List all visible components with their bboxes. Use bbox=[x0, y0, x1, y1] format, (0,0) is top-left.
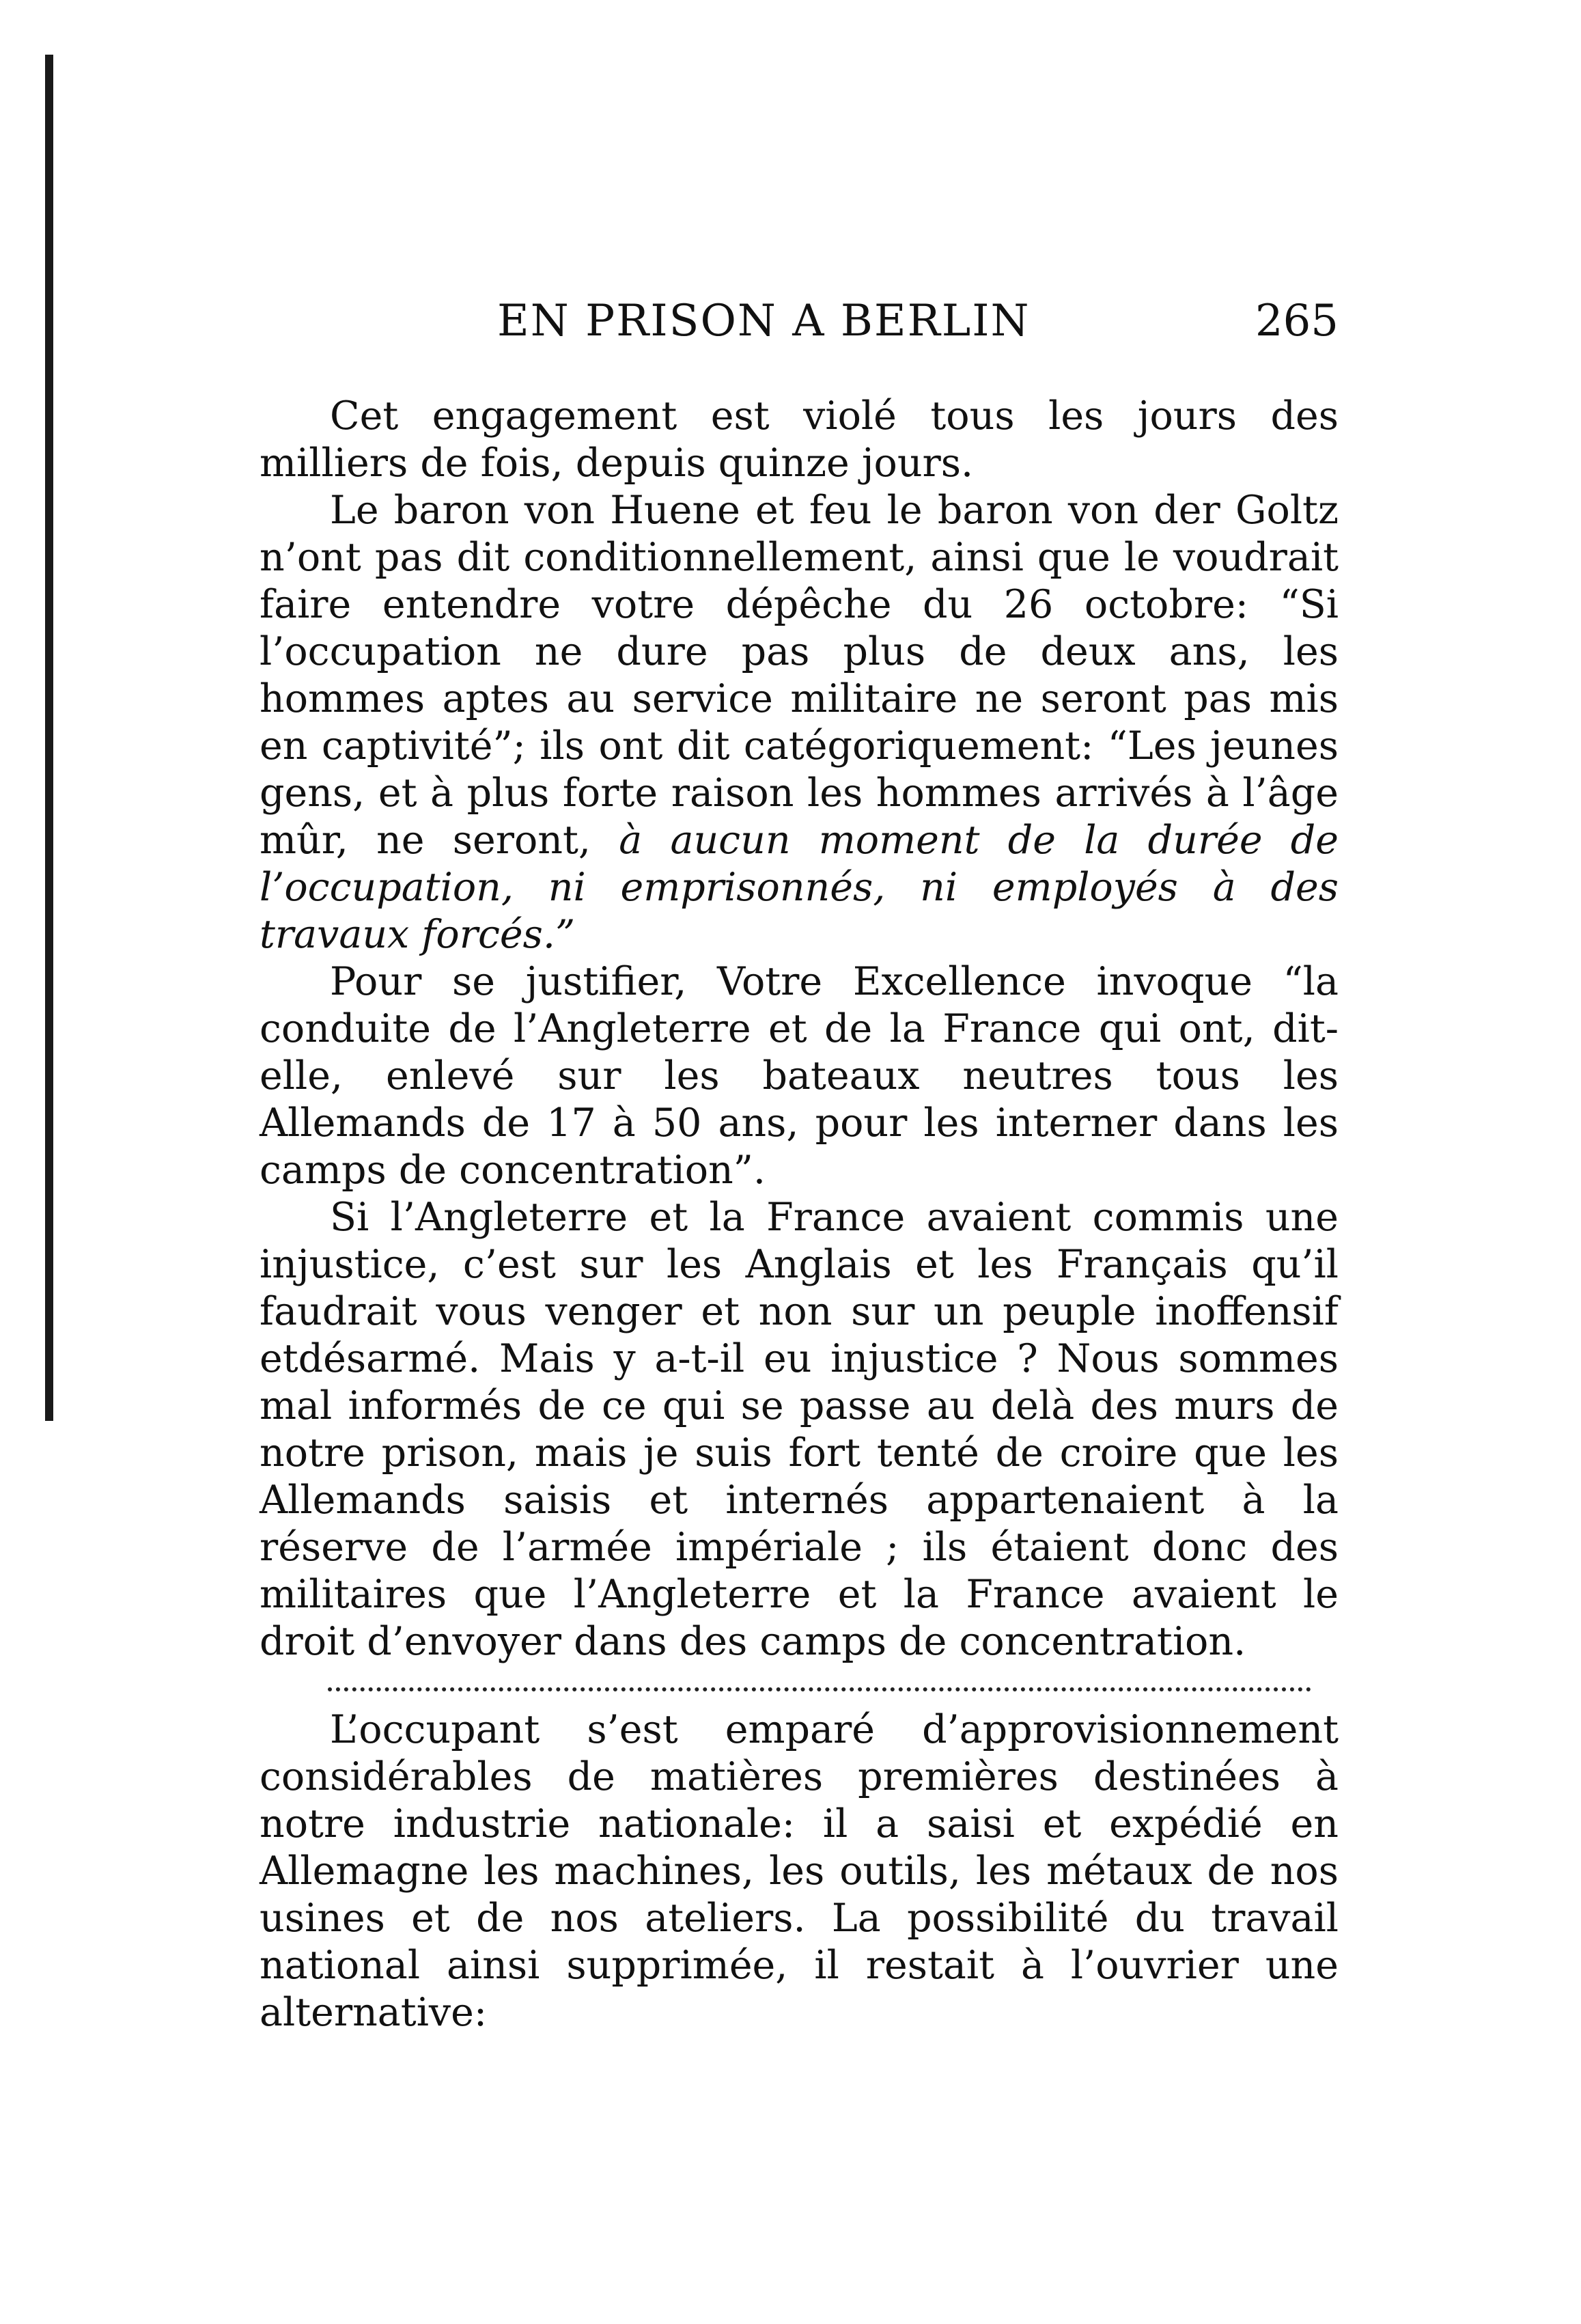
paragraph-3: Pour se justifier, Votre Excellence invoque “la conduite de l’Angleterre et de la France qui ont, dit-elle, enlevé sur les bateaux neutres tous les Allemands de 17 à 50 ans, pour les interner dans les camps de concentration”. bbox=[260, 959, 1339, 1193]
paragraph-2 bbox=[260, 487, 1339, 958]
page-binding-edge bbox=[45, 55, 53, 1421]
page-header bbox=[260, 294, 1339, 348]
paragraph-4: Si l’Angleterre et la France avaient commis une injustice, c’est sur les Anglais et les Français qu’il faudrait vous venger et non sur un peuple inoffensif etdésarmé. Mais y a-t-il eu injustice ? Nous sommes mal informés de ce qui se passe au delà des murs de notre prison, mais je suis fort tenté de croire que les Allemands saisis et internés appartenaient à la réserve de l’armée impériale ; ils étaient donc des militaires que l’Angleterre et la France avaient le droit d’envoyer dans des camps de concentration. bbox=[260, 1195, 1339, 1664]
paragraph-2-italic-quote: à aucun moment de la durée de l’occupation, ni emprisonnés, ni employés à des travaux forcés.” bbox=[260, 818, 1339, 957]
running-title: EN PRISON A BERLIN bbox=[497, 296, 1031, 346]
ellipsis-separator bbox=[328, 1672, 1311, 1691]
paragraph-1: Cet engagement est violé tous les jours des milliers de fois, depuis quinze jours. bbox=[260, 393, 1339, 486]
body-text bbox=[260, 393, 1339, 2036]
page-number: 265 bbox=[1255, 296, 1339, 346]
paragraph-5: L’occupant s’est emparé d’approvisionnement considérables de matières premières destinées à notre industrie nationale: il a saisi et expédié en Allemagne les machines, les outils, les métaux de nos usines et de nos ateliers. La possibilité du travail national ainsi supprimée, il restait à l’ouvrier une alternative: bbox=[260, 1707, 1339, 2035]
paragraph-2-text: Le baron von Huene et feu le baron von der Goltz n’ont pas dit conditionnellement, ainsi que le voudrait faire entendre votre dépêche du 26 octobre: “Si l’occupation ne dure pas plus de deux ans, les hommes aptes au service militaire ne seront pas mis en captivité”; ils ont dit catégoriquement: “Les jeunes gens, et à plus forte raison les hommes arrivés à l’âge mûr, ne seront, bbox=[260, 488, 1339, 863]
